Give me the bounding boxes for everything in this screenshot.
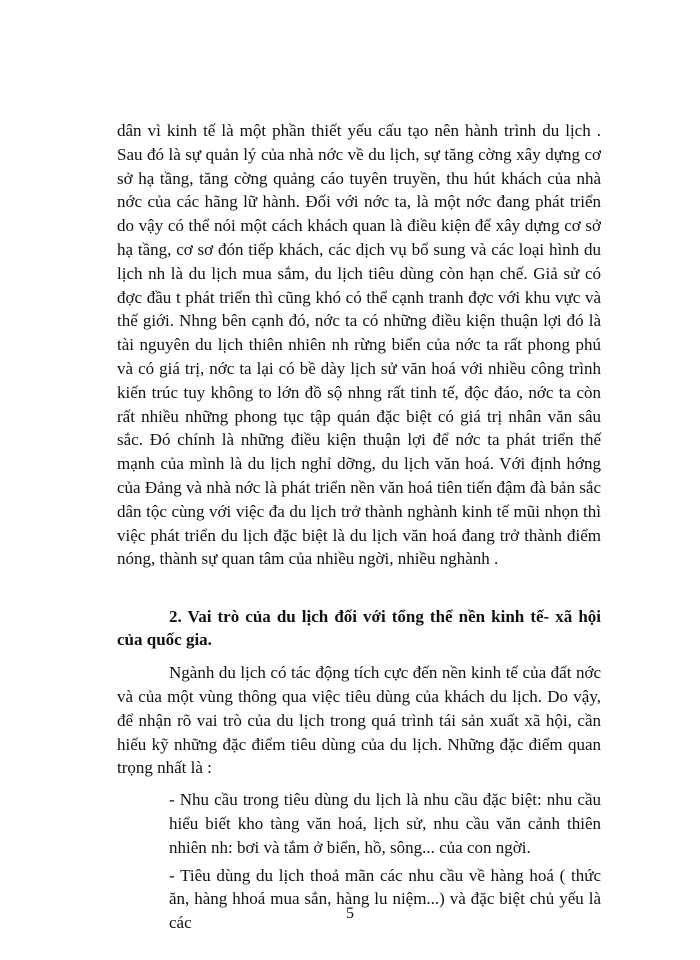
- list-item: - Nhu cầu trong tiêu dùng du lịch là nhu cầu đặc biệt: nhu cầu hiểu biết kho tàng văn hoá, lịch sử, nhu cầu văn cảnh thiên nhiên nh: bơi và tắm ở biển, hồ, sông... của con ngời.: [169, 790, 601, 857]
- section-paragraph: Ngành du lịch có tác động tích cực đến nền kinh tế của đất nớc và của một vùng thông qua việc tiêu dùng của khách du lịch. Do vậy, để nhận rõ vai trò của du lịch trong quá trình tái sản xuất xã hội, cần hiểu kỹ những đặc điểm tiêu dùng của du lịch. Những đặc điểm quan trọng nhất là :: [117, 663, 601, 778]
- section-heading: 2. Vai trò của du lịch đối với tổng thể nền kinh tế- xã hội của quốc gia.: [117, 607, 601, 650]
- page-number: 5: [346, 905, 354, 922]
- document-body: [117, 119, 601, 935]
- intro-paragraph: dân vì kinh tế là một phần thiết yếu cấu tạo nên hành trình du lịch . Sau đó là sự quản lý của nhà nớc về du lịch, sự tăng cờng xây dựng cơ sở hạ tầng, tăng cờng quảng cáo tuyên truyền, thu hút khách của nhà nớc của các hãng lữ hành. Đối với nớc ta, là một nớc đang phát triển do vậy có thể nói một cách khách quan là điều kiện để xây dựng cơ sở hạ tầng, cơ sơ đón tiếp khách, các dịch vụ bổ sung và các loại hình du lịch nh là du lịch mua sắm, du lịch tiêu dùng còn hạn chế. Giả sử có đợc đầu t phát triển thì cũng khó có thể cạnh tranh đợc với khu vực và thế giới. Nhng bên cạnh đó, nớc ta có những điều kiện thuận lợi đó là tài nguyên du lịch thiên nhiên nh rừng biển của nớc ta rất phong phú và có giá trị, nớc ta lại có bề dày lịch sử văn hoá với nhiều công trình kiến trúc tuy không to lớn đồ sộ nhng rất tinh tế, độc đáo, nớc ta còn rất nhiều những phong tục tập quán đặc biệt có giá trị nhân văn sâu sắc. Đó chính là những điều kiện thuận lợi để nớc ta phát triển thế mạnh của mình là du lịch nghỉ dỡng, du lịch văn hoá. Với định hớng của Đảng và nhà nớc là phát triển nền văn hoá tiên tiến đậm đà bản sắc dân tộc cùng với việc đa du lịch trở thành nghành kinh tế mũi nhọn thì việc phát triển du lịch đặc biệt là du lịch văn hoá đang trở thành điểm nóng, thành sự quan tâm của nhiều ngời, nhiều nghành .: [117, 121, 601, 569]
- list-item: - Tiêu dùng du lịch thoả mãn các nhu cầu về hàng hoá ( thức ăn, hàng hhoá mua sắn, hàng lu niệm...) và đặc biệt chủ yếu là các: [169, 865, 601, 933]
